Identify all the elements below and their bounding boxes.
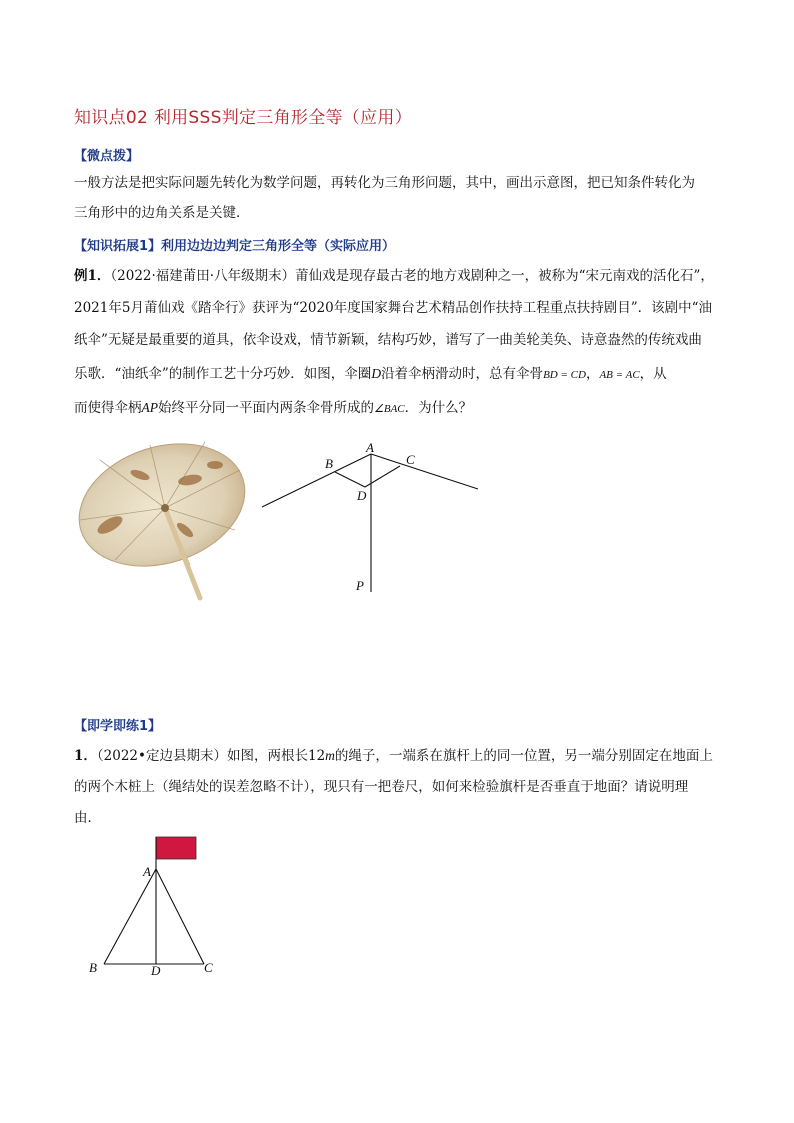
example-line-4 — [74, 364, 667, 385]
angle-bac: ∠BAC — [374, 403, 405, 415]
example-text-5c: ．为什么？ — [404, 400, 473, 416]
practice-line-2: 的两个木桩上（绳结处的误差忽略不计），现只有一把卷尺，如何来检验旗杆是否垂直于地面？请说明理 — [74, 779, 689, 795]
practice-text-1b: 的绳子，一端系在旗杆上的同一位置，另一端分别固定在地面上 — [334, 748, 713, 764]
label-C: C — [204, 960, 213, 975]
practice-text-1a: （2022•定边县期末）如图，两根长 — [96, 748, 308, 764]
example-line-2: 2021年5月莆仙戏《踏伞行》获评为“2020年度国家舞台艺术精品创作扶持工程重点扶持剧目”．该剧中“油 — [74, 300, 713, 316]
label-P: P — [356, 578, 364, 593]
label-A: A — [366, 440, 374, 455]
rib-right-line — [371, 454, 478, 489]
example-text-5b: 始终平分同一平面内两条伞骨所成的 — [158, 400, 374, 416]
flag — [156, 837, 196, 859]
label-D: D — [357, 488, 367, 503]
practice-line-3: 由． — [74, 810, 101, 826]
label-B: B — [325, 456, 333, 471]
example-line-3: 纸伞”无疑是最重要的道具，依伞设戏，情节新颖，结构巧妙，谱写了一曲美轮美奂、诗意盎然的传统戏曲 — [74, 332, 702, 348]
rope-length: 12 — [307, 748, 326, 764]
example-text-4a: 乐歌．“油纸伞”的制作工艺十分巧妙．如图，伞圈 — [74, 366, 372, 382]
tips-line-1: 一般方法是把实际问题先转化为数学问题，再转化为三角形问题，其中，画出示意图，把已知条件转化为 — [74, 175, 695, 191]
strut-lines — [335, 466, 400, 487]
section-title: 知识点02 利用SSS判定三角形全等（应用） — [74, 108, 413, 128]
tips-line-2: 三角形中的边角关系是关键． — [74, 205, 250, 221]
symbol-D: D — [371, 366, 382, 381]
example-text-4c: ，从 — [639, 366, 667, 382]
rope-unit: m — [325, 748, 335, 763]
practice-heading: 【即学即练1】 — [74, 719, 162, 734]
symbol-AP: AP — [141, 400, 158, 415]
rib-left-line — [262, 454, 371, 507]
example-label: 例1． — [74, 268, 111, 284]
practice-number: 1． — [74, 748, 97, 764]
label-C: C — [406, 452, 415, 467]
equation-bd-cd: BD = CD — [543, 369, 586, 381]
umbrella-diagram — [255, 440, 490, 600]
label-D: D — [151, 963, 161, 978]
example-line-1 — [74, 266, 714, 286]
rope-right-line — [156, 869, 204, 964]
example-text-5a: 而使得伞柄 — [74, 400, 142, 416]
extension-heading: 【知识拓展1】利用边边边判定三角形全等（实际应用） — [74, 239, 396, 254]
umbrella-photo — [70, 430, 250, 605]
example-text-1: （2022·福建莆田·八年级期末）莆仙戏是现存最古老的地方戏剧种之一，被称为“宋元南戏的活化石”， — [110, 268, 714, 284]
rope-left-line — [104, 869, 156, 964]
label-B: B — [89, 960, 97, 975]
label-A: A — [143, 864, 151, 879]
tips-heading: 【微点拨】 — [74, 149, 140, 164]
example-text-4b: 沿着伞柄滑动时，总有伞骨 — [381, 366, 544, 382]
example-line-5 — [74, 398, 472, 419]
separator: ， — [585, 366, 600, 382]
equation-ab-ac: AB = AC — [599, 369, 640, 381]
practice-line-1 — [74, 746, 713, 766]
flagpole-diagram — [85, 832, 220, 980]
